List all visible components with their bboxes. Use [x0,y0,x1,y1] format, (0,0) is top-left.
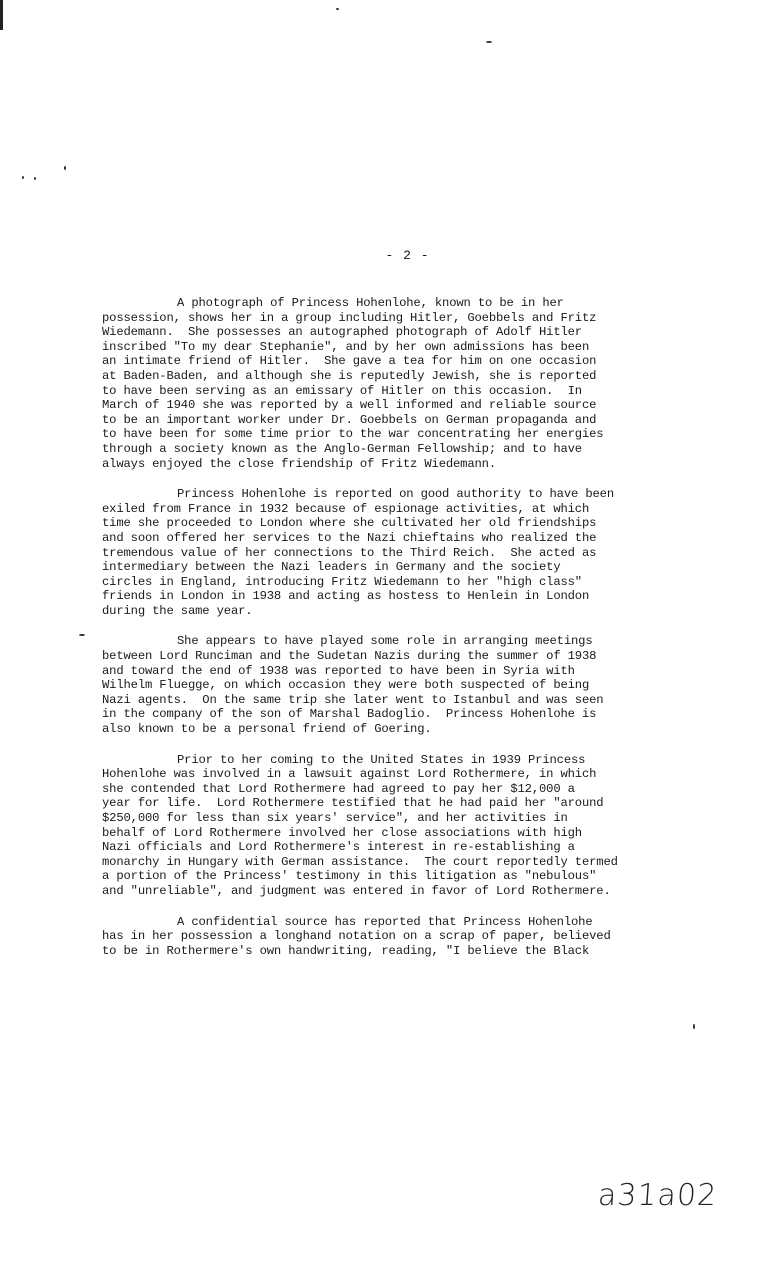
text-line: always enjoyed the close friendship of Fritz Wiedemann. [102,456,497,471]
text-line: A confidential source has reported that Princess Hohenlohe [177,914,593,929]
text-line: at Baden-Baden, and although she is reputedly Jewish, she is reported [102,368,597,383]
text-line: friends in London in 1938 and acting as hostess to Henlein in London [102,589,590,604]
paragraph-3 [102,634,702,736]
document-body [102,296,702,974]
text-line: behalf of Lord Rothermere involved her close associations with high [102,825,582,840]
text-line: and toward the end of 1938 was reported to have been in Syria with [102,663,575,678]
handwritten-note: a31a02 [596,1178,719,1213]
text-line: to have been serving as an emissary of Hitler on this occasion. In [102,383,582,398]
text-line: A photograph of Princess Hohenlohe, known to be in her [177,296,564,310]
text-line: Nazi officials and Lord Rothermere's interest in re-establishing a [102,840,575,855]
paragraph-1 [102,296,702,471]
text-line: also known to be a personal friend of Goering. [102,722,432,737]
text-line: to be in Rothermere's own handwriting, reading, "I believe the Black [102,943,590,958]
text-line: intermediary between the Nazi leaders in Germany and the society [102,560,561,575]
text-line: to have been for some time prior to the war concentrating her energies [102,427,604,442]
text-line: in the company of the son of Marshal Badoglio. Princess Hohenlohe is [102,707,597,722]
text-line: between Lord Runciman and the Sudetan Nazis during the summer of 1938 [102,649,597,664]
page-number: - 2 - [385,248,430,263]
text-line: circles in England, introducing Fritz Wiedemann to her "high class" [102,574,582,589]
text-line: she contended that Lord Rothermere had agreed to pay her $12,000 a [102,781,575,796]
text-line: possession, shows her in a group including Hitler, Goebbels and Fritz [102,310,597,325]
text-line: has in her possession a longhand notation on a scrap of paper, believed [102,929,611,944]
text-line: Wiedemann. She possesses an autographed photograph of Adolf Hitler [102,325,582,340]
text-line: She appears to have played some role in arranging meetings [177,634,593,649]
text-line: Hohenlohe was involved in a lawsuit against Lord Rothermere, in which [102,767,597,782]
text-line: a portion of the Princess' testimony in this litigation as "nebulous" [102,869,597,884]
text-line: year for life. Lord Rothermere testified that he had paid her "around [102,796,604,811]
text-line: and "unreliable", and judgment was entered in favor of Lord Rothermere. [102,883,611,898]
text-line: Princess Hohenlohe is reported on good authority to have been [177,487,614,502]
text-line: $250,000 for less than six years' service", and her activities in [102,811,568,825]
paragraph-5 [102,915,702,959]
text-line: tremendous value of her connections to the Third Reich. She acted as [102,545,597,560]
text-line: through a society known as the Anglo-German Fellowship; and to have [102,441,582,456]
text-line: an intimate friend of Hitler. She gave a tea for him on one occasion [102,354,597,369]
text-line: Nazi agents. On the same trip she later went to Istanbul and was seen [102,692,604,707]
text-line: monarchy in Hungary with German assistance. The court reportedly termed [102,854,618,869]
text-line: inscribed "To my dear Stephanie", and by her own admissions has been [102,339,590,354]
paragraph-4 [102,753,702,899]
text-line: Wilhelm Fluegge, on which occasion they were both suspected of being [102,678,590,693]
text-line: to be an important worker under Dr. Goebbels on German propaganda and [102,412,597,427]
text-line: and soon offered her services to the Nazi chieftains who realized the [102,530,597,545]
text-line: time she proceeded to London where she cultivated her old friendships [102,516,597,531]
text-line: during the same year. [102,603,253,618]
paragraph-2 [102,487,702,618]
text-line: Prior to her coming to the United States in 1939 Princess [177,752,586,767]
text-line: March of 1940 she was reported by a well informed and reliable source [102,398,597,413]
text-line: exiled from France in 1932 because of espionage activities, at which [102,501,590,516]
scan-edge-mark [0,0,3,30]
